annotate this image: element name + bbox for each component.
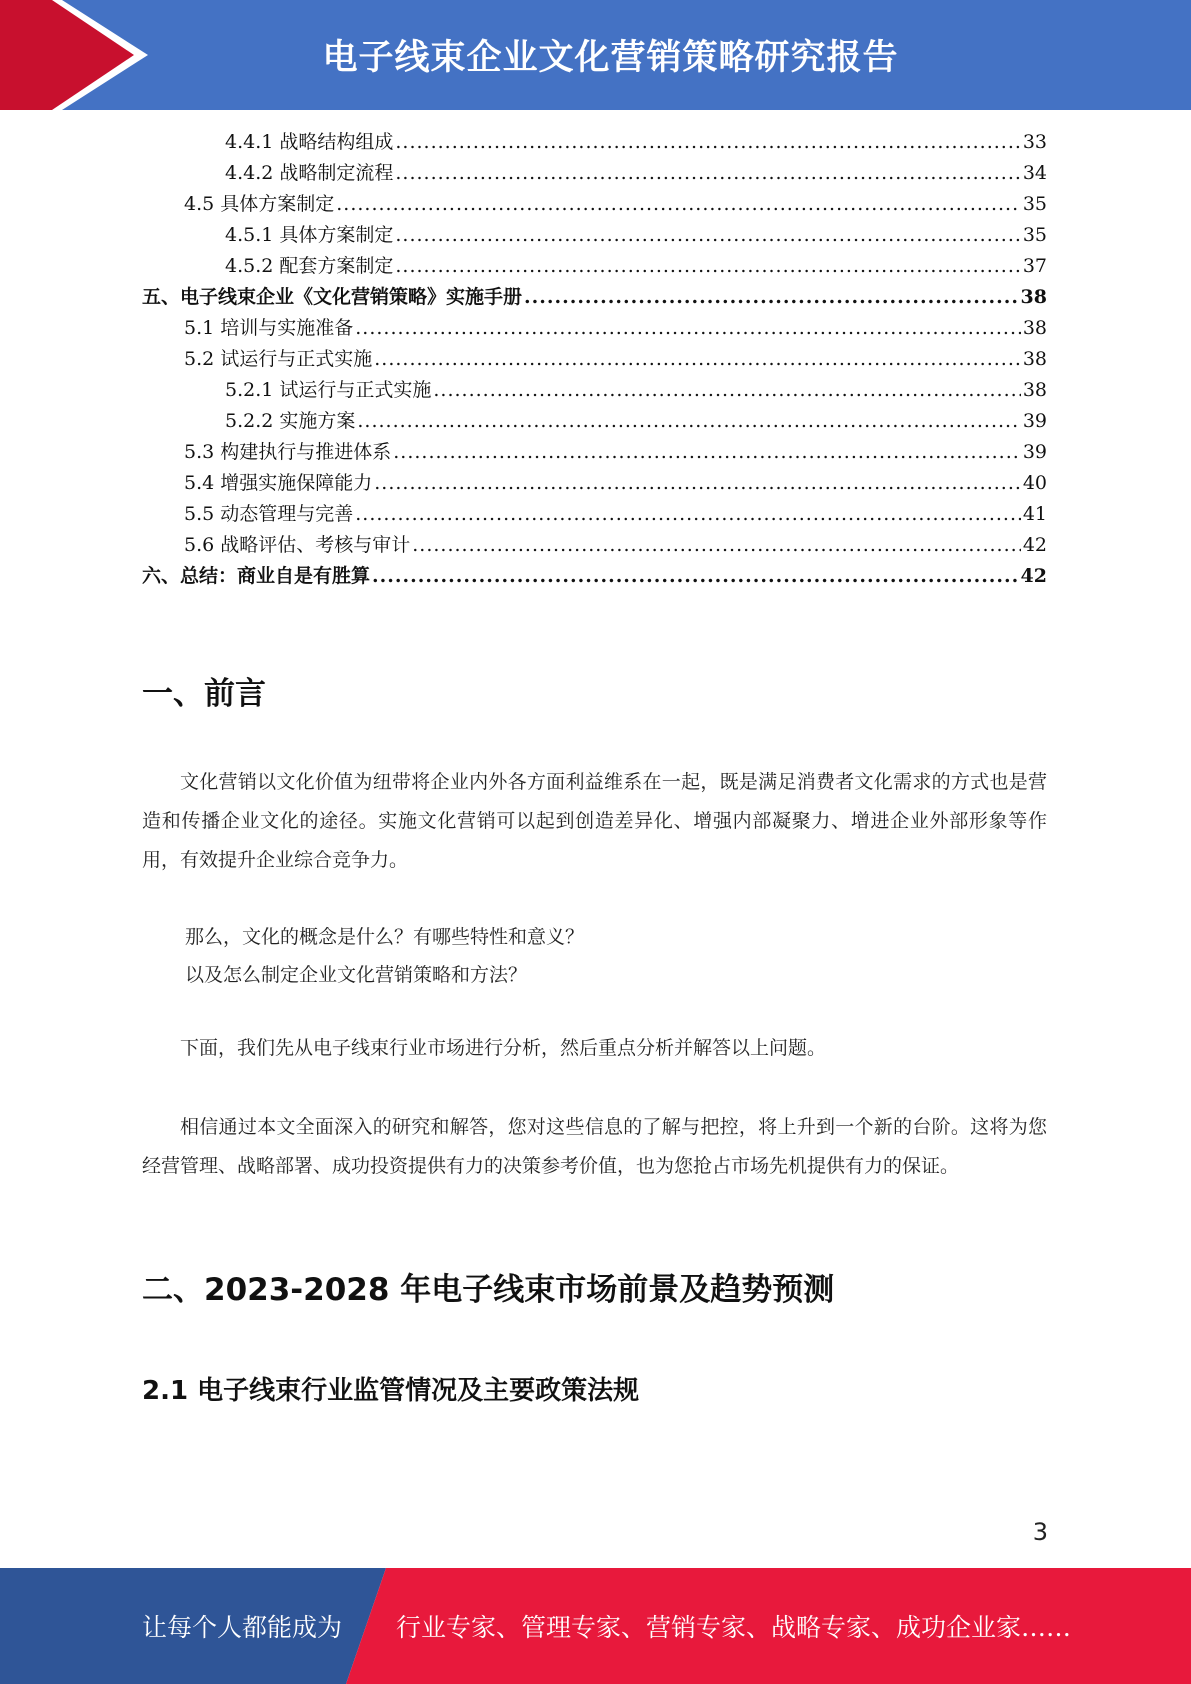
toc-dot-leader xyxy=(395,162,1020,184)
toc-entry-title: 5.5 动态管理与完善 xyxy=(184,503,354,525)
toc-entry[interactable] xyxy=(184,468,1047,499)
toc-entry[interactable] xyxy=(225,220,1047,251)
subsection-heading-regulation: 2.1 电子线束行业监管情况及主要政策法规 xyxy=(142,1376,640,1406)
preface-paragraph: 相信通过本文全面深入的研究和解答，您对这些信息的了解与把控，将上升到一个新的台阶。这将为您经营管理、战略部署、成功投资提供有力的决策参考价值，也为您抢占市场先机提供有力的保证。 xyxy=(142,1116,1047,1177)
preface-paragraph: 文化营销以文化价值为纽带将企业内外各方面利益维系在一起，既是满足消费者文化需求的方式也是营造和传播企业文化的途径。实施文化营销可以起到创造差异化、增强内部凝聚力、增进企业外部形象等作用，有效提升企业综合竞争力。 xyxy=(142,771,1047,871)
toc-entry-title: 5.6 战略评估、考核与审计 xyxy=(184,534,411,556)
toc-entry[interactable] xyxy=(225,127,1047,158)
toc-entry-page: 38 xyxy=(1022,348,1047,370)
toc-entry[interactable] xyxy=(225,251,1047,282)
toc-entry-page: 35 xyxy=(1022,193,1047,215)
preface-question: 以及怎么制定企业文化营销策略和方法？ xyxy=(185,964,528,986)
document-title: 电子线束企业文化营销策略研究报告 xyxy=(322,38,899,78)
toc-entry-title: 4.5.1 具体方案制定 xyxy=(225,224,394,246)
toc-entry-page: 37 xyxy=(1022,255,1047,277)
toc-dot-leader xyxy=(357,410,1020,432)
toc-dot-leader xyxy=(395,224,1020,246)
toc-entry-title: 5.2.2 实施方案 xyxy=(225,410,356,432)
toc-entry-title: 5.3 构建执行与推进体系 xyxy=(184,441,392,463)
toc-entry[interactable] xyxy=(184,344,1047,375)
toc-entry-page: 33 xyxy=(1022,131,1047,153)
toc-entry-page: 39 xyxy=(1022,410,1047,432)
toc-dot-leader xyxy=(393,441,1021,463)
toc-entry[interactable] xyxy=(225,406,1047,437)
toc-chapter-entry[interactable] xyxy=(142,282,1047,313)
toc-dot-leader xyxy=(374,472,1021,494)
toc-entry-page: 42 xyxy=(1020,565,1047,587)
toc-entry[interactable] xyxy=(184,530,1047,561)
toc-dot-leader xyxy=(412,534,1021,556)
toc-entry[interactable] xyxy=(184,437,1047,468)
toc-dot-leader xyxy=(355,503,1021,525)
toc-dot-leader xyxy=(336,193,1021,215)
toc-entry-title: 5.2 试运行与正式实施 xyxy=(184,348,373,370)
toc-entry-title: 5.2.1 试运行与正式实施 xyxy=(225,379,432,401)
section-heading-preface: 一、前言 xyxy=(142,676,266,712)
toc-entry[interactable] xyxy=(184,499,1047,530)
toc-entry-page: 38 xyxy=(1022,379,1047,401)
toc-entry-title: 4.4.2 战略制定流程 xyxy=(225,162,394,184)
toc-entry-page: 39 xyxy=(1022,441,1047,463)
toc-entry-page: 42 xyxy=(1022,534,1047,556)
toc-chapter-entry[interactable] xyxy=(142,561,1047,592)
toc-dot-leader xyxy=(374,348,1021,370)
toc-entry-title: 4.4.1 战略结构组成 xyxy=(225,131,394,153)
toc-entry-title: 五、电子线束企业《文化营销策略》实施手册 xyxy=(142,286,523,308)
preface-question: 那么，文化的概念是什么？有哪些特性和意义？ xyxy=(185,926,585,948)
toc-entry-page: 41 xyxy=(1022,503,1047,525)
footer-band xyxy=(0,1568,1191,1684)
page-number: 3 xyxy=(1032,1518,1048,1546)
toc-dot-leader xyxy=(433,379,1020,401)
toc-entry-page: 38 xyxy=(1020,286,1047,308)
toc-dot-leader xyxy=(372,565,1019,587)
footer-slogan-right: 行业专家、管理专家、营销专家、战略专家、成功企业家…… xyxy=(396,1613,1072,1642)
toc-entry[interactable] xyxy=(184,189,1047,220)
toc-entry-page: 40 xyxy=(1022,472,1047,494)
toc-entry[interactable] xyxy=(225,158,1047,189)
toc-dot-leader xyxy=(355,317,1021,339)
toc-entry-title: 六、总结：商业自是有胜算 xyxy=(142,565,371,587)
toc-entry-page: 34 xyxy=(1022,162,1047,184)
toc-dot-leader xyxy=(395,255,1020,277)
footer-slogan-left: 让每个人都能成为 xyxy=(142,1613,343,1642)
toc-entry-page: 38 xyxy=(1022,317,1047,339)
toc-entry[interactable] xyxy=(184,313,1047,344)
toc-entry-title: 4.5.2 配套方案制定 xyxy=(225,255,394,277)
toc-dot-leader xyxy=(524,286,1019,308)
toc-entry-page: 35 xyxy=(1022,224,1047,246)
toc-entry-title: 5.4 增强实施保障能力 xyxy=(184,472,373,494)
preface-paragraph: 下面，我们先从电子线束行业市场进行分析，然后重点分析并解答以上问题。 xyxy=(180,1037,827,1059)
toc-entry-title: 5.1 培训与实施准备 xyxy=(184,317,354,339)
toc-entry[interactable] xyxy=(225,375,1047,406)
toc-entry-title: 4.5 具体方案制定 xyxy=(184,193,335,215)
section-heading-market-outlook: 二、2023-2028 年电子线束市场前景及趋势预测 xyxy=(142,1272,835,1308)
toc-dot-leader xyxy=(395,131,1020,153)
